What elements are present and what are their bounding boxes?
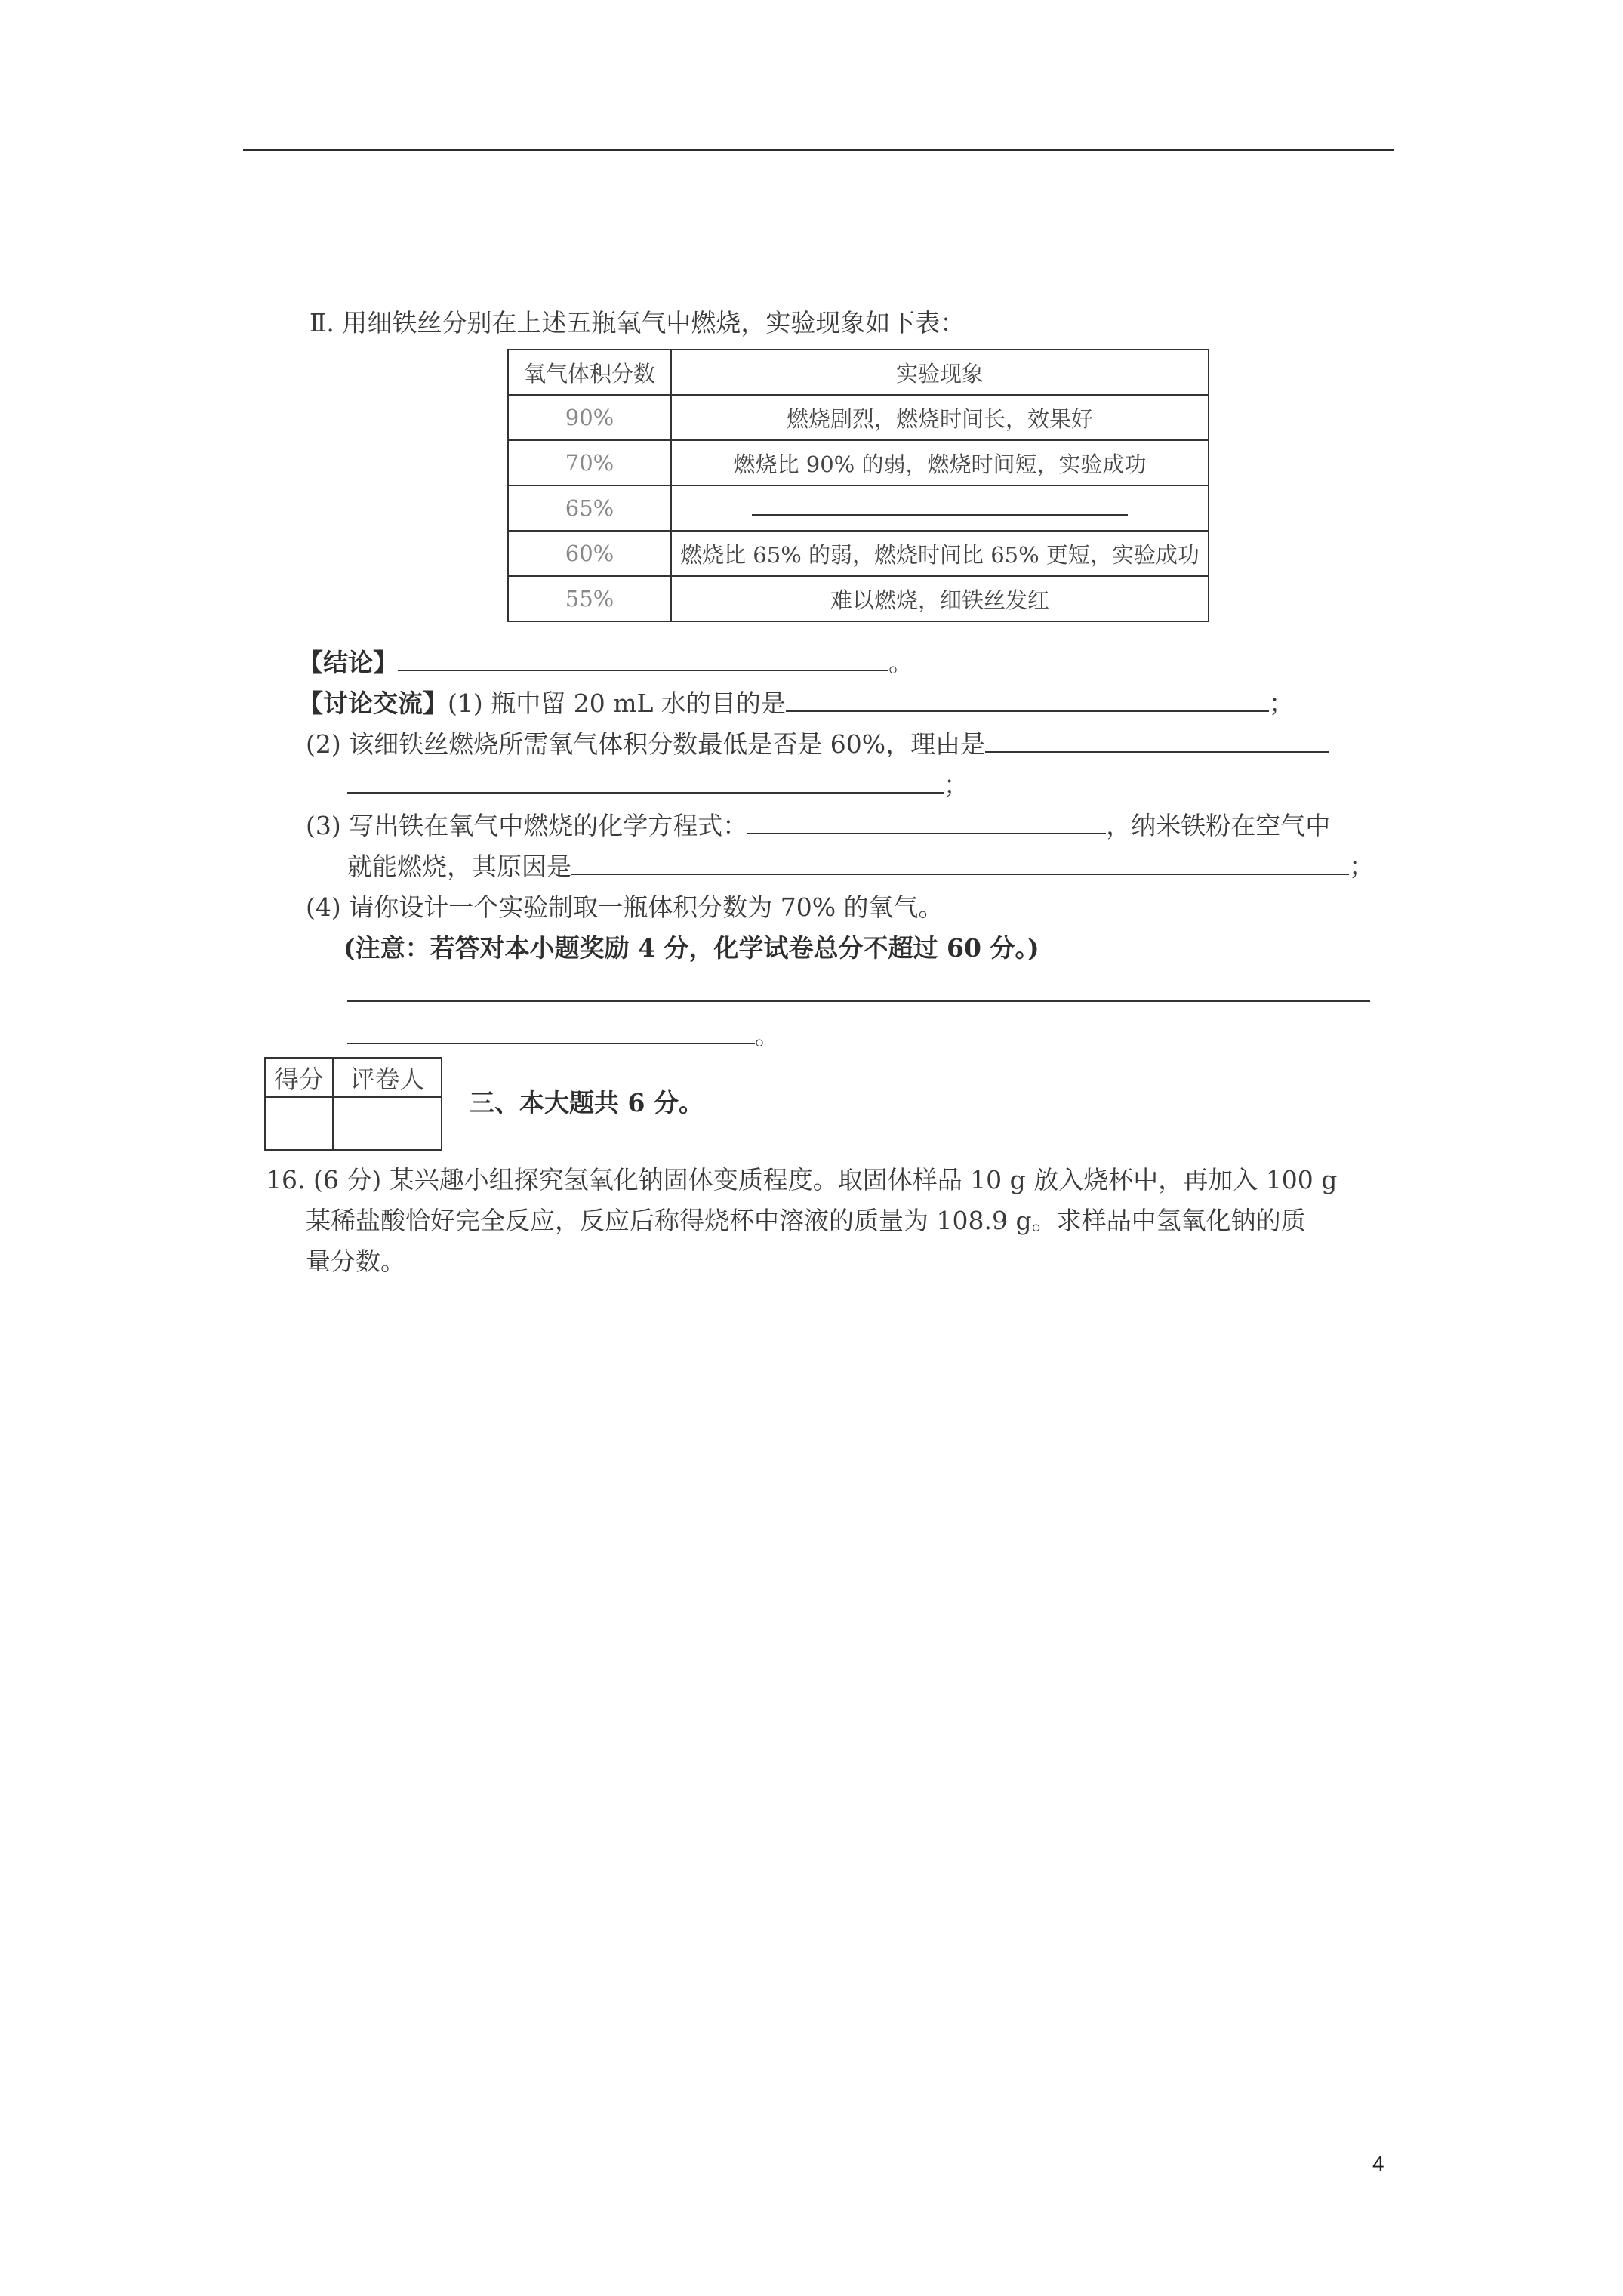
table-row <box>508 485 1209 531</box>
discussion-q4-line: (4) 请你设计一个实验制取一瓶体积分数为 70% 的氧气。 <box>306 892 944 922</box>
phenomenon-cell: 燃烧剧烈，燃烧时间长，效果好 <box>671 395 1209 440</box>
answer-blank[interactable] <box>571 873 1349 875</box>
answer-blank[interactable] <box>747 832 1106 834</box>
discussion-q4-cont <box>347 1021 780 1051</box>
grader-input-cell[interactable] <box>333 1097 442 1150</box>
experiment-table <box>507 349 1209 622</box>
discussion-q3-line <box>306 811 1330 841</box>
intro-text: Ⅱ. 用细铁丝分别在上述五瓶氧气中燃烧，实验现象如下表： <box>310 308 965 337</box>
period-mark: 。 <box>888 648 913 677</box>
discussion-q2-line <box>306 729 1329 760</box>
conclusion-label: 【结论】 <box>298 648 398 677</box>
answer-blank[interactable] <box>398 669 888 671</box>
question-text: ，纳米铁粉在空气中 <box>1106 811 1331 840</box>
q16-line-3: 量分数。 <box>306 1247 405 1276</box>
question-text: (1) 瓶中留 20 mL 水的目的是 <box>448 689 786 718</box>
period-mark: 。 <box>755 1021 780 1050</box>
table-row <box>508 440 1209 485</box>
oxygen-percent-cell: 55% <box>508 576 671 621</box>
grader-header: 评卷人 <box>333 1058 442 1097</box>
section-3-heading: 三、本大题共 6 分。 <box>470 1088 704 1117</box>
oxygen-percent-cell: 60% <box>508 531 671 576</box>
question-text: (2) 该细铁丝燃烧所需氧气体积分数最低是否是 60%，理由是 <box>306 729 986 759</box>
discussion-label: 【讨论交流】 <box>298 689 448 718</box>
discussion-q3-cont <box>347 852 1374 882</box>
score-header: 得分 <box>265 1058 333 1097</box>
discussion-q2-cont <box>347 770 969 800</box>
bonus-note: (注意：若答对本小题奖励 4 分，化学试卷总分不超过 60 分。) <box>343 933 1039 963</box>
table-row <box>508 531 1209 576</box>
semicolon-mark: ； <box>1268 689 1294 718</box>
answer-blank[interactable] <box>786 710 1269 712</box>
oxygen-percent-cell: 65% <box>508 485 671 531</box>
answer-blank[interactable] <box>347 1042 755 1044</box>
oxygen-percent-cell: 70% <box>508 440 671 485</box>
table-header-row <box>508 350 1209 395</box>
question-text: (3) 写出铁在氧气中燃烧的化学方程式： <box>306 811 748 840</box>
page-number: 4 <box>1372 2152 1384 2175</box>
table-header-cell: 实验现象 <box>671 350 1209 395</box>
answer-blank[interactable] <box>985 750 1329 753</box>
semicolon-mark: ； <box>944 770 969 800</box>
semicolon-mark: ； <box>1349 852 1374 881</box>
q16-line-1: 16. (6 分) 某兴趣小组探究氢氧化钠固体变质程度。取固体样品 10 g 放入烧杯中，再加入 100 g <box>266 1165 1338 1194</box>
header-rule <box>243 149 1394 151</box>
answer-blank[interactable] <box>752 513 1128 516</box>
table-row <box>508 576 1209 621</box>
table-header-cell: 氧气体积分数 <box>508 350 671 395</box>
q16-line-2: 某稀盐酸恰好完全反应，反应后称得烧杯中溶液的质量为 108.9 g。求样品中氢氧化钠的质 <box>306 1206 1306 1235</box>
answer-blank[interactable] <box>347 791 944 794</box>
phenomenon-cell: 燃烧比 65% 的弱，燃烧时间比 65% 更短，实验成功 <box>671 531 1209 576</box>
discussion-q1-line <box>298 689 1294 719</box>
phenomenon-cell: 难以燃烧，细铁丝发红 <box>671 576 1209 621</box>
score-box <box>264 1057 442 1151</box>
phenomenon-cell: 燃烧比 90% 的弱，燃烧时间短，实验成功 <box>671 440 1209 485</box>
score-input-cell[interactable] <box>265 1097 333 1150</box>
phenomenon-blank-cell <box>671 485 1209 531</box>
oxygen-percent-cell: 90% <box>508 395 671 440</box>
question-text: 就能燃烧，其原因是 <box>347 852 571 881</box>
conclusion-line <box>298 648 913 678</box>
answer-blank[interactable] <box>347 1000 1370 1002</box>
table-row <box>508 395 1209 440</box>
